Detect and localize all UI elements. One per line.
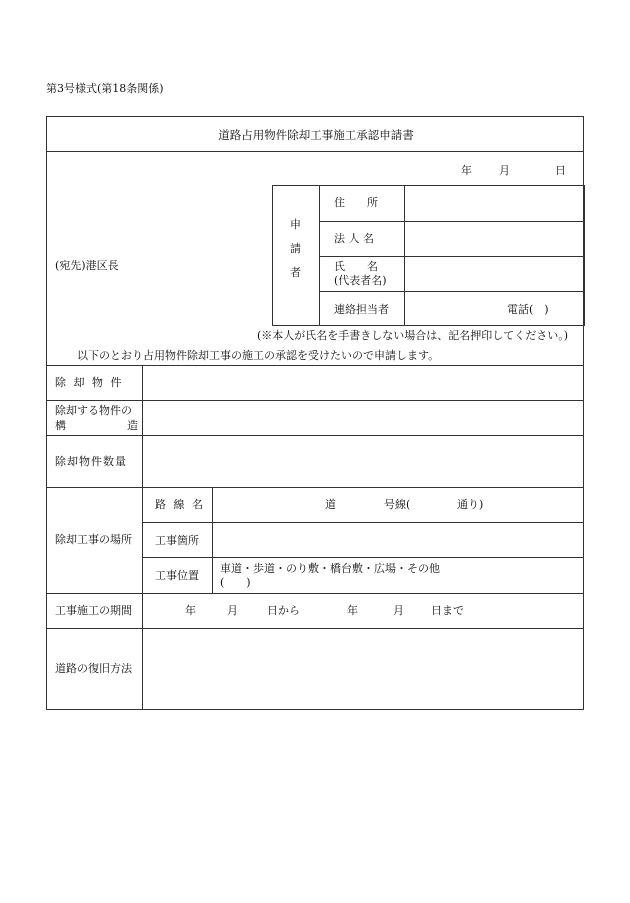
divider — [47, 628, 583, 629]
route-label: 路 線 名 — [155, 498, 205, 511]
route-street: 通り) — [457, 498, 484, 511]
structure-label-line2a: 構 — [55, 419, 66, 432]
removal-object-label: 除 却 物 件 — [55, 376, 124, 389]
divider — [404, 185, 405, 325]
date-day: 日 — [555, 164, 566, 177]
structure-label-line2b: 造 — [127, 419, 138, 432]
name-label: 氏 名 — [334, 260, 378, 273]
divider — [47, 435, 583, 436]
site-label: 工事箇所 — [155, 534, 199, 547]
divider — [47, 151, 583, 152]
period-from-month: 月 — [227, 604, 238, 617]
place-label: 除却工事の場所 — [55, 533, 132, 546]
divider — [319, 291, 583, 292]
address-label: 住 所 — [334, 196, 378, 209]
period-to-month: 月 — [393, 604, 404, 617]
quantity-label: 除却物件数量 — [55, 455, 127, 468]
divider — [47, 400, 583, 401]
divider — [319, 185, 320, 325]
restoration-label: 道路の復旧方法 — [55, 662, 132, 675]
route-line: 号線( — [384, 498, 411, 511]
divider — [142, 522, 583, 523]
date-month: 月 — [499, 164, 510, 177]
applicant-label: 申 請 者 — [290, 218, 301, 279]
divider — [319, 221, 583, 222]
position-options: 車道・歩道・のり敷・橋台敷・広場・その他 — [220, 562, 440, 575]
divider — [212, 487, 213, 593]
addressee: (宛先)港区長 — [55, 259, 119, 272]
divider — [47, 487, 583, 488]
period-from-day: 日から — [267, 604, 300, 617]
representative-label: (代表者名) — [334, 274, 387, 287]
position-other: ( ) — [220, 576, 251, 589]
corp-name-label: 法 人 名 — [334, 232, 374, 245]
contact-person-label: 連絡担当者 — [334, 303, 389, 316]
form-title: 道路占用物件除却工事施工承認申請書 — [218, 128, 414, 142]
period-label: 工事施工の期間 — [55, 604, 132, 617]
form-number: 第3号様式(第18条関係) — [46, 82, 164, 95]
position-label: 工事位置 — [155, 569, 199, 582]
period-from-year: 年 — [185, 604, 196, 617]
divider — [47, 593, 583, 594]
divider — [47, 365, 583, 366]
application-form — [46, 116, 584, 710]
phone-label: 電話( ) — [507, 303, 549, 316]
divider — [142, 365, 143, 709]
divider — [142, 557, 583, 558]
period-to-year: 年 — [347, 604, 358, 617]
date-year: 年 — [461, 164, 472, 177]
route-road: 道 — [325, 498, 336, 511]
signature-note: (※本人が氏名を手書きしない場合は、記名押印してください。) — [257, 329, 569, 342]
period-to-day: 日まで — [431, 604, 464, 617]
divider — [319, 256, 583, 257]
intro-text: 以下のとおり占用物件除却工事の施工の承認を受けたいので申請します。 — [77, 349, 440, 362]
structure-label-line1: 除却する物件の — [55, 404, 132, 417]
